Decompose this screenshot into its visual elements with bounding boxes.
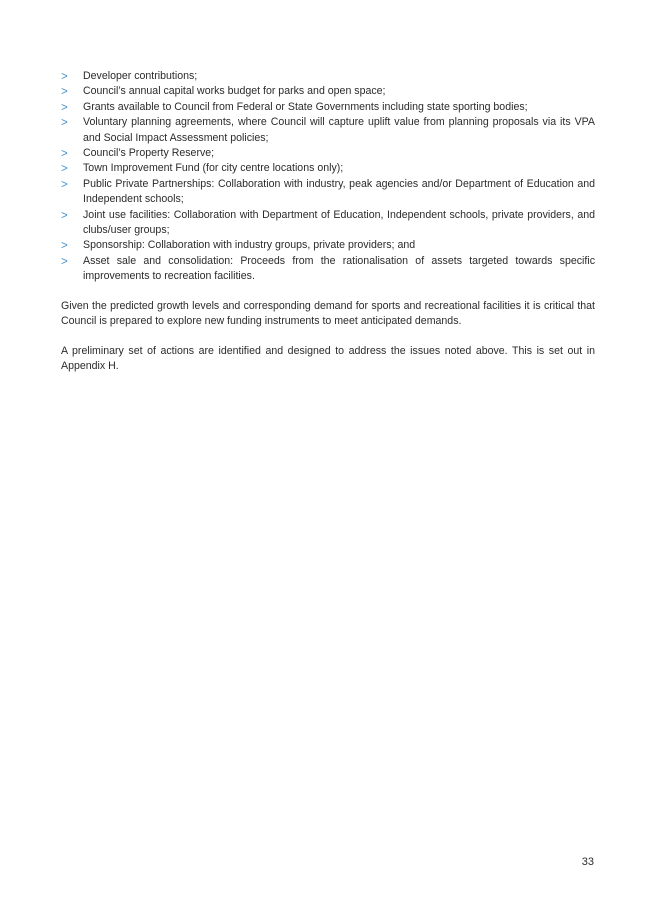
list-item-text: Voluntary planning agreements, where Council will capture uplift value from planning proposals via its VPA and Social Impact Assessment policies; <box>83 116 595 144</box>
page-number: 33 <box>581 856 594 868</box>
chevron-right-icon: > <box>61 163 68 176</box>
chevron-right-icon: > <box>61 178 68 191</box>
list-item <box>61 84 595 99</box>
list-item <box>61 115 595 146</box>
chevron-right-icon: > <box>61 71 68 83</box>
body-paragraph-funding: Given the predicted growth levels and corresponding demand for sports and recreational facilities it is critical that Council is prepared to explore new funding instruments to meet anticipated demands. <box>61 299 595 328</box>
list-item-text: Sponsorship: Collaboration with industry groups, private providers; and <box>83 239 416 252</box>
funding-sources-list <box>61 69 595 285</box>
list-item <box>61 100 595 115</box>
list-item <box>61 208 595 239</box>
list-item-text: Public Private Partnerships: Collaboration with industry, peak agencies and/or Department of Education and Independent schools; <box>83 177 595 206</box>
list-item-text: Council’s Property Reserve; <box>83 147 215 160</box>
chevron-right-icon: > <box>61 255 68 268</box>
list-item-text: Asset sale and consolidation: Proceeds from the rationalisation of assets targeted towards specific improvements to recreation facilities. <box>83 254 595 283</box>
list-item <box>61 69 595 84</box>
list-item <box>61 177 595 208</box>
list-item-text: Council’s annual capital works budget for parks and open space; <box>83 85 386 98</box>
list-item <box>61 238 595 253</box>
chevron-right-icon: > <box>61 101 68 114</box>
chevron-right-icon: > <box>61 117 68 130</box>
list-item <box>61 146 595 161</box>
chevron-right-icon: > <box>61 86 68 99</box>
chevron-right-icon: > <box>61 209 68 222</box>
list-item <box>61 161 595 176</box>
list-item-text: Developer contributions; <box>83 70 198 82</box>
chevron-right-icon: > <box>61 240 68 253</box>
list-item-text: Grants available to Council from Federal or State Governments including state sporting bodies; <box>83 100 528 113</box>
list-item-text: Joint use facilities: Collaboration with Department of Education, Independent schools, private providers, and clubs/user groups; <box>83 208 595 237</box>
list-item-text: Town Improvement Fund (for city centre locations only); <box>83 162 344 175</box>
page-content <box>61 69 595 374</box>
chevron-right-icon: > <box>61 148 68 161</box>
body-paragraph-actions: A preliminary set of actions are identified and designed to address the issues noted above. This is set out in Appendix H. <box>61 344 595 372</box>
list-item <box>61 254 595 285</box>
